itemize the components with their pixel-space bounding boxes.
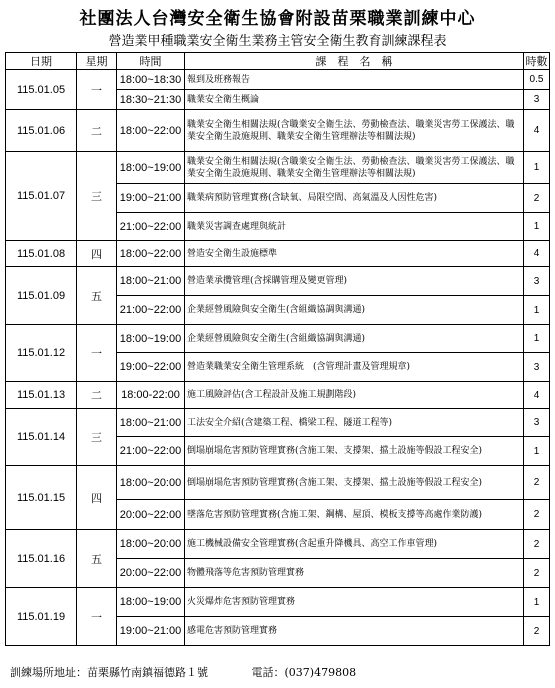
time-cell: 18:00-22:00 bbox=[117, 382, 185, 409]
course-name-cell: 墜落危害預防管理實務(含施工架、鋼構、屋頂、模板支撐等高處作業防護) bbox=[185, 500, 524, 530]
table-row bbox=[6, 110, 550, 152]
course-name-cell: 報到及班務報告 bbox=[185, 70, 524, 90]
hours-cell: 4 bbox=[524, 110, 550, 152]
hours-cell: 4 bbox=[524, 241, 550, 267]
date-cell: 115.01.19 bbox=[6, 588, 77, 646]
table-row bbox=[6, 241, 550, 267]
time-cell: 18:00~20:00 bbox=[117, 466, 185, 500]
course-name-cell: 營造業職業安全衛生管理系統 (含管理計畫及管理規章) bbox=[185, 353, 524, 382]
time-cell: 20:00~22:00 bbox=[117, 500, 185, 530]
hours-cell: 2 bbox=[524, 466, 550, 500]
date-cell: 115.01.15 bbox=[6, 466, 77, 530]
course-name-cell: 施工風險評估(含工程設計及施工規劃階段) bbox=[185, 382, 524, 409]
hours-cell: 1 bbox=[524, 152, 550, 184]
course-name-cell: 職業安全衛生概論 bbox=[185, 90, 524, 110]
course-name-cell: 營造安全衛生設施標準 bbox=[185, 241, 524, 267]
course-name-cell: 火災爆炸危害預防管理實務 bbox=[185, 588, 524, 617]
course-name-cell: 營造業承攬管理(含採購管理及變更管理) bbox=[185, 267, 524, 296]
time-cell: 18:00~22:00 bbox=[117, 110, 185, 152]
weekday-cell: 三 bbox=[77, 152, 117, 241]
table-row bbox=[6, 466, 550, 500]
time-cell: 18:00~22:00 bbox=[117, 241, 185, 267]
table-row bbox=[6, 530, 550, 559]
page-subtitle: 營造業甲種職業安全衛生業務主管安全衛生教育訓練課程表 bbox=[108, 34, 447, 49]
hours-cell: 0.5 bbox=[524, 70, 550, 90]
time-cell: 18:00~19:00 bbox=[117, 325, 185, 353]
table-row bbox=[6, 267, 550, 296]
time-cell: 18:00~19:00 bbox=[117, 152, 185, 184]
hours-cell: 3 bbox=[524, 353, 550, 382]
weekday-cell: 一 bbox=[77, 70, 117, 110]
time-cell: 18:00~18:30 bbox=[117, 70, 185, 90]
date-cell: 115.01.07 bbox=[6, 152, 77, 241]
hours-cell: 2 bbox=[524, 617, 550, 646]
table-row bbox=[6, 325, 550, 353]
course-name-cell: 職業病預防管理實務(含缺氧、局限空間、高氣溫及人因性危害) bbox=[185, 184, 524, 213]
time-cell: 18:30~21:30 bbox=[117, 90, 185, 110]
hours-cell: 2 bbox=[524, 184, 550, 213]
time-cell: 21:00~22:00 bbox=[117, 437, 185, 466]
time-cell: 21:00~22:00 bbox=[117, 296, 185, 325]
date-cell: 115.01.05 bbox=[6, 70, 77, 110]
footer-phone: 電話：(037)479808 bbox=[251, 666, 357, 679]
page-title: 社團法人台灣安全衛生協會附設苗栗職業訓練中心 bbox=[79, 9, 476, 29]
weekday-cell: 一 bbox=[77, 325, 117, 382]
time-cell: 19:00~22:00 bbox=[117, 353, 185, 382]
course-name-cell: 施工機械設備安全管理實務(含起重升降機具、高空工作車管理) bbox=[185, 530, 524, 559]
date-cell: 115.01.09 bbox=[6, 267, 77, 325]
date-cell: 115.01.12 bbox=[6, 325, 77, 382]
hours-cell: 3 bbox=[524, 90, 550, 110]
weekday-cell: 二 bbox=[77, 382, 117, 409]
course-name-cell: 物體飛落等危害預防管理實務 bbox=[185, 559, 524, 588]
hours-cell: 4 bbox=[524, 382, 550, 409]
weekday-cell: 三 bbox=[77, 409, 117, 466]
hours-cell: 1 bbox=[524, 588, 550, 617]
weekday-cell: 五 bbox=[77, 267, 117, 325]
course-name-cell: 職業災害調查處理與統計 bbox=[185, 213, 524, 241]
date-cell: 115.01.13 bbox=[6, 382, 77, 409]
date-cell: 115.01.16 bbox=[6, 530, 77, 588]
weekday-cell: 五 bbox=[77, 530, 117, 588]
weekday-cell: 四 bbox=[77, 466, 117, 530]
weekday-cell: 四 bbox=[77, 241, 117, 267]
header-weekday: 星期 bbox=[77, 53, 117, 70]
footer-address: 訓練場所地址：苗栗縣竹南鎮福德路１號 bbox=[10, 666, 208, 679]
hours-cell: 3 bbox=[524, 267, 550, 296]
course-name-cell: 工法安全介紹(含建築工程、橋梁工程、隧道工程等) bbox=[185, 409, 524, 437]
course-name-cell: 倒塌崩塌危害預防管理實務(含施工架、支撐架、擋土設施等假設工程安全) bbox=[185, 437, 524, 466]
hours-cell: 1 bbox=[524, 296, 550, 325]
course-name-cell: 感電危害預防管理實務 bbox=[185, 617, 524, 646]
course-name-cell: 企業經營風險與安全衛生(含組織協調與溝通) bbox=[185, 296, 524, 325]
hours-cell: 1 bbox=[524, 437, 550, 466]
hours-cell: 2 bbox=[524, 500, 550, 530]
header-course: 課 程 名 稱 bbox=[185, 53, 524, 70]
time-cell: 18:00~21:00 bbox=[117, 409, 185, 437]
header-time: 時間 bbox=[117, 53, 185, 70]
hours-cell: 1 bbox=[524, 325, 550, 353]
time-cell: 21:00~22:00 bbox=[117, 213, 185, 241]
time-cell: 19:00~21:00 bbox=[117, 184, 185, 213]
time-cell: 20:00~22:00 bbox=[117, 559, 185, 588]
weekday-cell: 一 bbox=[77, 588, 117, 646]
header-row bbox=[6, 53, 550, 70]
table-row bbox=[6, 588, 550, 617]
table-row bbox=[6, 152, 550, 184]
table-row bbox=[6, 409, 550, 437]
table-row bbox=[6, 70, 550, 90]
schedule-table bbox=[5, 52, 550, 646]
hours-cell: 1 bbox=[524, 213, 550, 241]
course-name-cell: 職業安全衛生相關法規(含職業安全衛生法、勞動檢查法、職業災害勞工保護法、職業安全衛生設施規則、職業安全衛生管理辦法等相關法規) bbox=[185, 152, 524, 184]
date-cell: 115.01.06 bbox=[6, 110, 77, 152]
time-cell: 19:00~21:00 bbox=[117, 617, 185, 646]
course-name-cell: 企業經營風險與安全衛生(含組織協調與溝通) bbox=[185, 325, 524, 353]
hours-cell: 2 bbox=[524, 559, 550, 588]
course-name-cell: 倒塌崩塌危害預防管理實務(含施工架、支撐架、擋土設施等假設工程安全) bbox=[185, 466, 524, 500]
time-cell: 18:00~19:00 bbox=[117, 588, 185, 617]
time-cell: 18:00~21:00 bbox=[117, 267, 185, 296]
date-cell: 115.01.14 bbox=[6, 409, 77, 466]
footer bbox=[10, 664, 356, 680]
header-hours: 時數 bbox=[524, 53, 550, 70]
hours-cell: 3 bbox=[524, 409, 550, 437]
table-row bbox=[6, 382, 550, 409]
course-name-cell: 職業安全衛生相關法規(含職業安全衛生法、勞動檢查法、職業災害勞工保護法、職業安全衛生設施規則、職業安全衛生管理辦法等相關法規) bbox=[185, 110, 524, 152]
header-date: 日期 bbox=[6, 53, 77, 70]
hours-cell: 2 bbox=[524, 530, 550, 559]
date-cell: 115.01.08 bbox=[6, 241, 77, 267]
weekday-cell: 二 bbox=[77, 110, 117, 152]
time-cell: 18:00~20:00 bbox=[117, 530, 185, 559]
